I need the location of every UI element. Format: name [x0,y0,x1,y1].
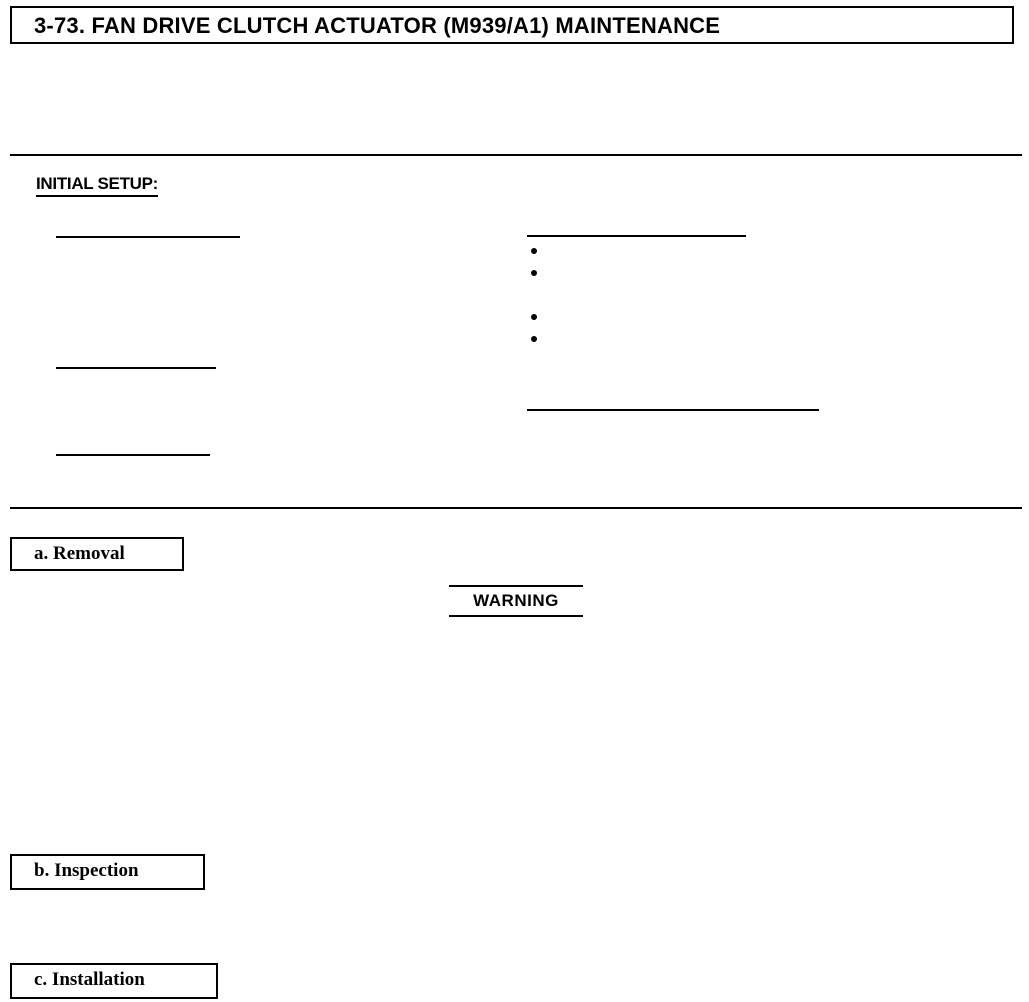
bullet-point [531,270,537,276]
bullet-point [531,336,537,342]
section-heading-installation: c. Installation [10,963,218,999]
divider-bottom [10,507,1022,509]
section-heading-removal: a. Removal [10,537,184,571]
setup-heading-underline-right-2 [527,409,819,411]
setup-heading-underline-right-1 [527,235,746,237]
setup-heading-underline-left-1 [56,236,240,238]
page-title-box [10,6,1014,44]
warning-label: WARNING [449,585,583,617]
divider-top [10,154,1022,156]
section-heading-inspection: b. Inspection [10,854,205,890]
bullet-point [531,248,537,254]
page-title: 3-73. FAN DRIVE CLUTCH ACTUATOR (M939/A1) MAINTENANCE [34,13,721,38]
setup-heading-underline-left-3 [56,454,210,456]
bullet-point [531,314,537,320]
initial-setup-label: INITIAL SETUP: [36,174,158,197]
setup-heading-underline-left-2 [56,367,216,369]
